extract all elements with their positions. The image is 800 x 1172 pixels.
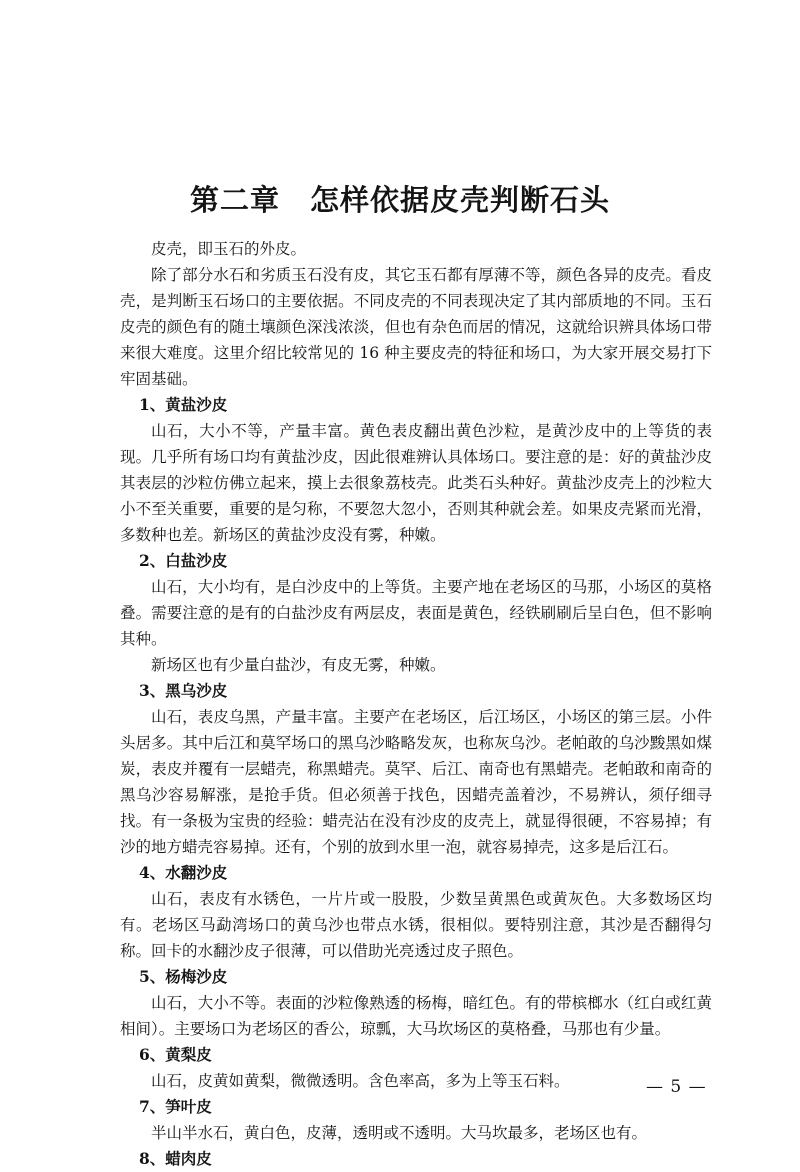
page-number: — 5 — (646, 1077, 707, 1097)
section-paragraph: 半山半水石，黄白色，皮薄，透明或不透明。大马坎最多，老场区也有。 (151, 1124, 648, 1142)
section-paragraph: 山石，表皮乌黑，产量丰富。主要产在老场区，后江场区，小场区的第三层。小件头居多。其中后江和莫罕场口的黑乌沙略略发灰，也称灰乌沙。老帕敢的乌沙黢黑如煤炭，表皮并覆有一层蜡壳，称黑蜡壳。莫罕、后江、南奇也有黑蜡壳。老帕敢和南奇的黑乌沙容易解涨，是抢手货。但必须善于找色，因蜡壳盖着沙，不易辨认，须仔细寻找。有一条极为宝贵的经验：蜡壳沾在没有沙皮的皮壳上，就显得很硬，不容易掉；有沙的地方蜡壳容易掉。还有，个别的放到水里一泡，就容易掉壳，这多是后江石。 (120, 708, 712, 856)
section-heading: 3、黑乌沙皮 (139, 681, 228, 700)
section-paragraph: 山石，大小均有，是白沙皮中的上等货。主要产地在老场区的马那，小场区的莫格叠。需要注意的是有的白盐沙皮有两层皮，表面是黄色，经铁刷刷后呈白色，但不影响其种。 (120, 578, 712, 648)
chapter-title: 第二章 怎样依据皮壳判断石头 (189, 183, 610, 217)
body-text (120, 236, 712, 1172)
section-heading: 8、蜡肉皮 (139, 1149, 212, 1168)
section-paragraph: 新场区也有少量白盐沙，有皮无雾，种嫩。 (151, 656, 446, 674)
intro-paragraph: 皮壳，即玉石的外皮。 (151, 240, 307, 258)
section-heading: 5、杨梅沙皮 (139, 967, 228, 986)
section-paragraph: 山石，大小不等。表面的沙粒像熟透的杨梅，暗红色。有的带槟榔水（红白或红黄相间）。主要场口为老场区的香公，琼瓢，大马坎场区的莫格叠，马那也有少量。 (120, 994, 712, 1038)
intro-paragraph: 除了部分水石和劣质玉石没有皮，其它玉石都有厚薄不等，颜色各异的皮壳。看皮壳，是判断玉石场口的主要依据。不同皮壳的不同表现决定了其内部质地的不同。玉石皮壳的颜色有的随土壤颜色深浅浓淡，但也有杂色而居的情况，这就给识辨具体场口带来很大难度。这里介绍比较常见的 16 种主要皮壳的特征和场口，为大家开展交易打下牢固基础。 (120, 266, 712, 388)
section-paragraph: 山石，表皮有水锈色，一片片或一股股，少数呈黄黑色或黄灰色。大多数场区均有。老场区马勐湾场口的黄乌沙也带点水锈，很相似。要特别注意，其沙是否翻得匀称。回卡的水翻沙皮子很薄，可以借助光亮透过皮子照色。 (120, 890, 712, 960)
section-paragraph: 山石，皮黄如黄梨，微微透明。含色率高，多为上等玉石料。 (151, 1072, 570, 1090)
section-heading: 2、白盐沙皮 (139, 551, 228, 570)
section-heading: 4、水翻沙皮 (139, 863, 228, 882)
section-paragraph: 山石，大小不等，产量丰富。黄色表皮翻出黄色沙粒，是黄沙皮中的上等货的表现。几乎所有场口均有黄盐沙皮，因此很难辨认具体场口。要注意的是：好的黄盐沙皮其表层的沙粒仿佛立起来，摸上去很象荔枝壳。此类石头种好。黄盐沙皮壳上的沙粒大小不至关重要，重要的是匀称，不要忽大忽小，否则其种就会差。如果皮壳紧而光滑，多数种也差。新场区的黄盐沙皮没有雾，种嫩。 (120, 422, 712, 544)
section-heading: 1、黄盐沙皮 (139, 395, 228, 414)
section-heading: 6、黄梨皮 (139, 1045, 212, 1064)
section-heading: 7、笋叶皮 (139, 1097, 212, 1116)
